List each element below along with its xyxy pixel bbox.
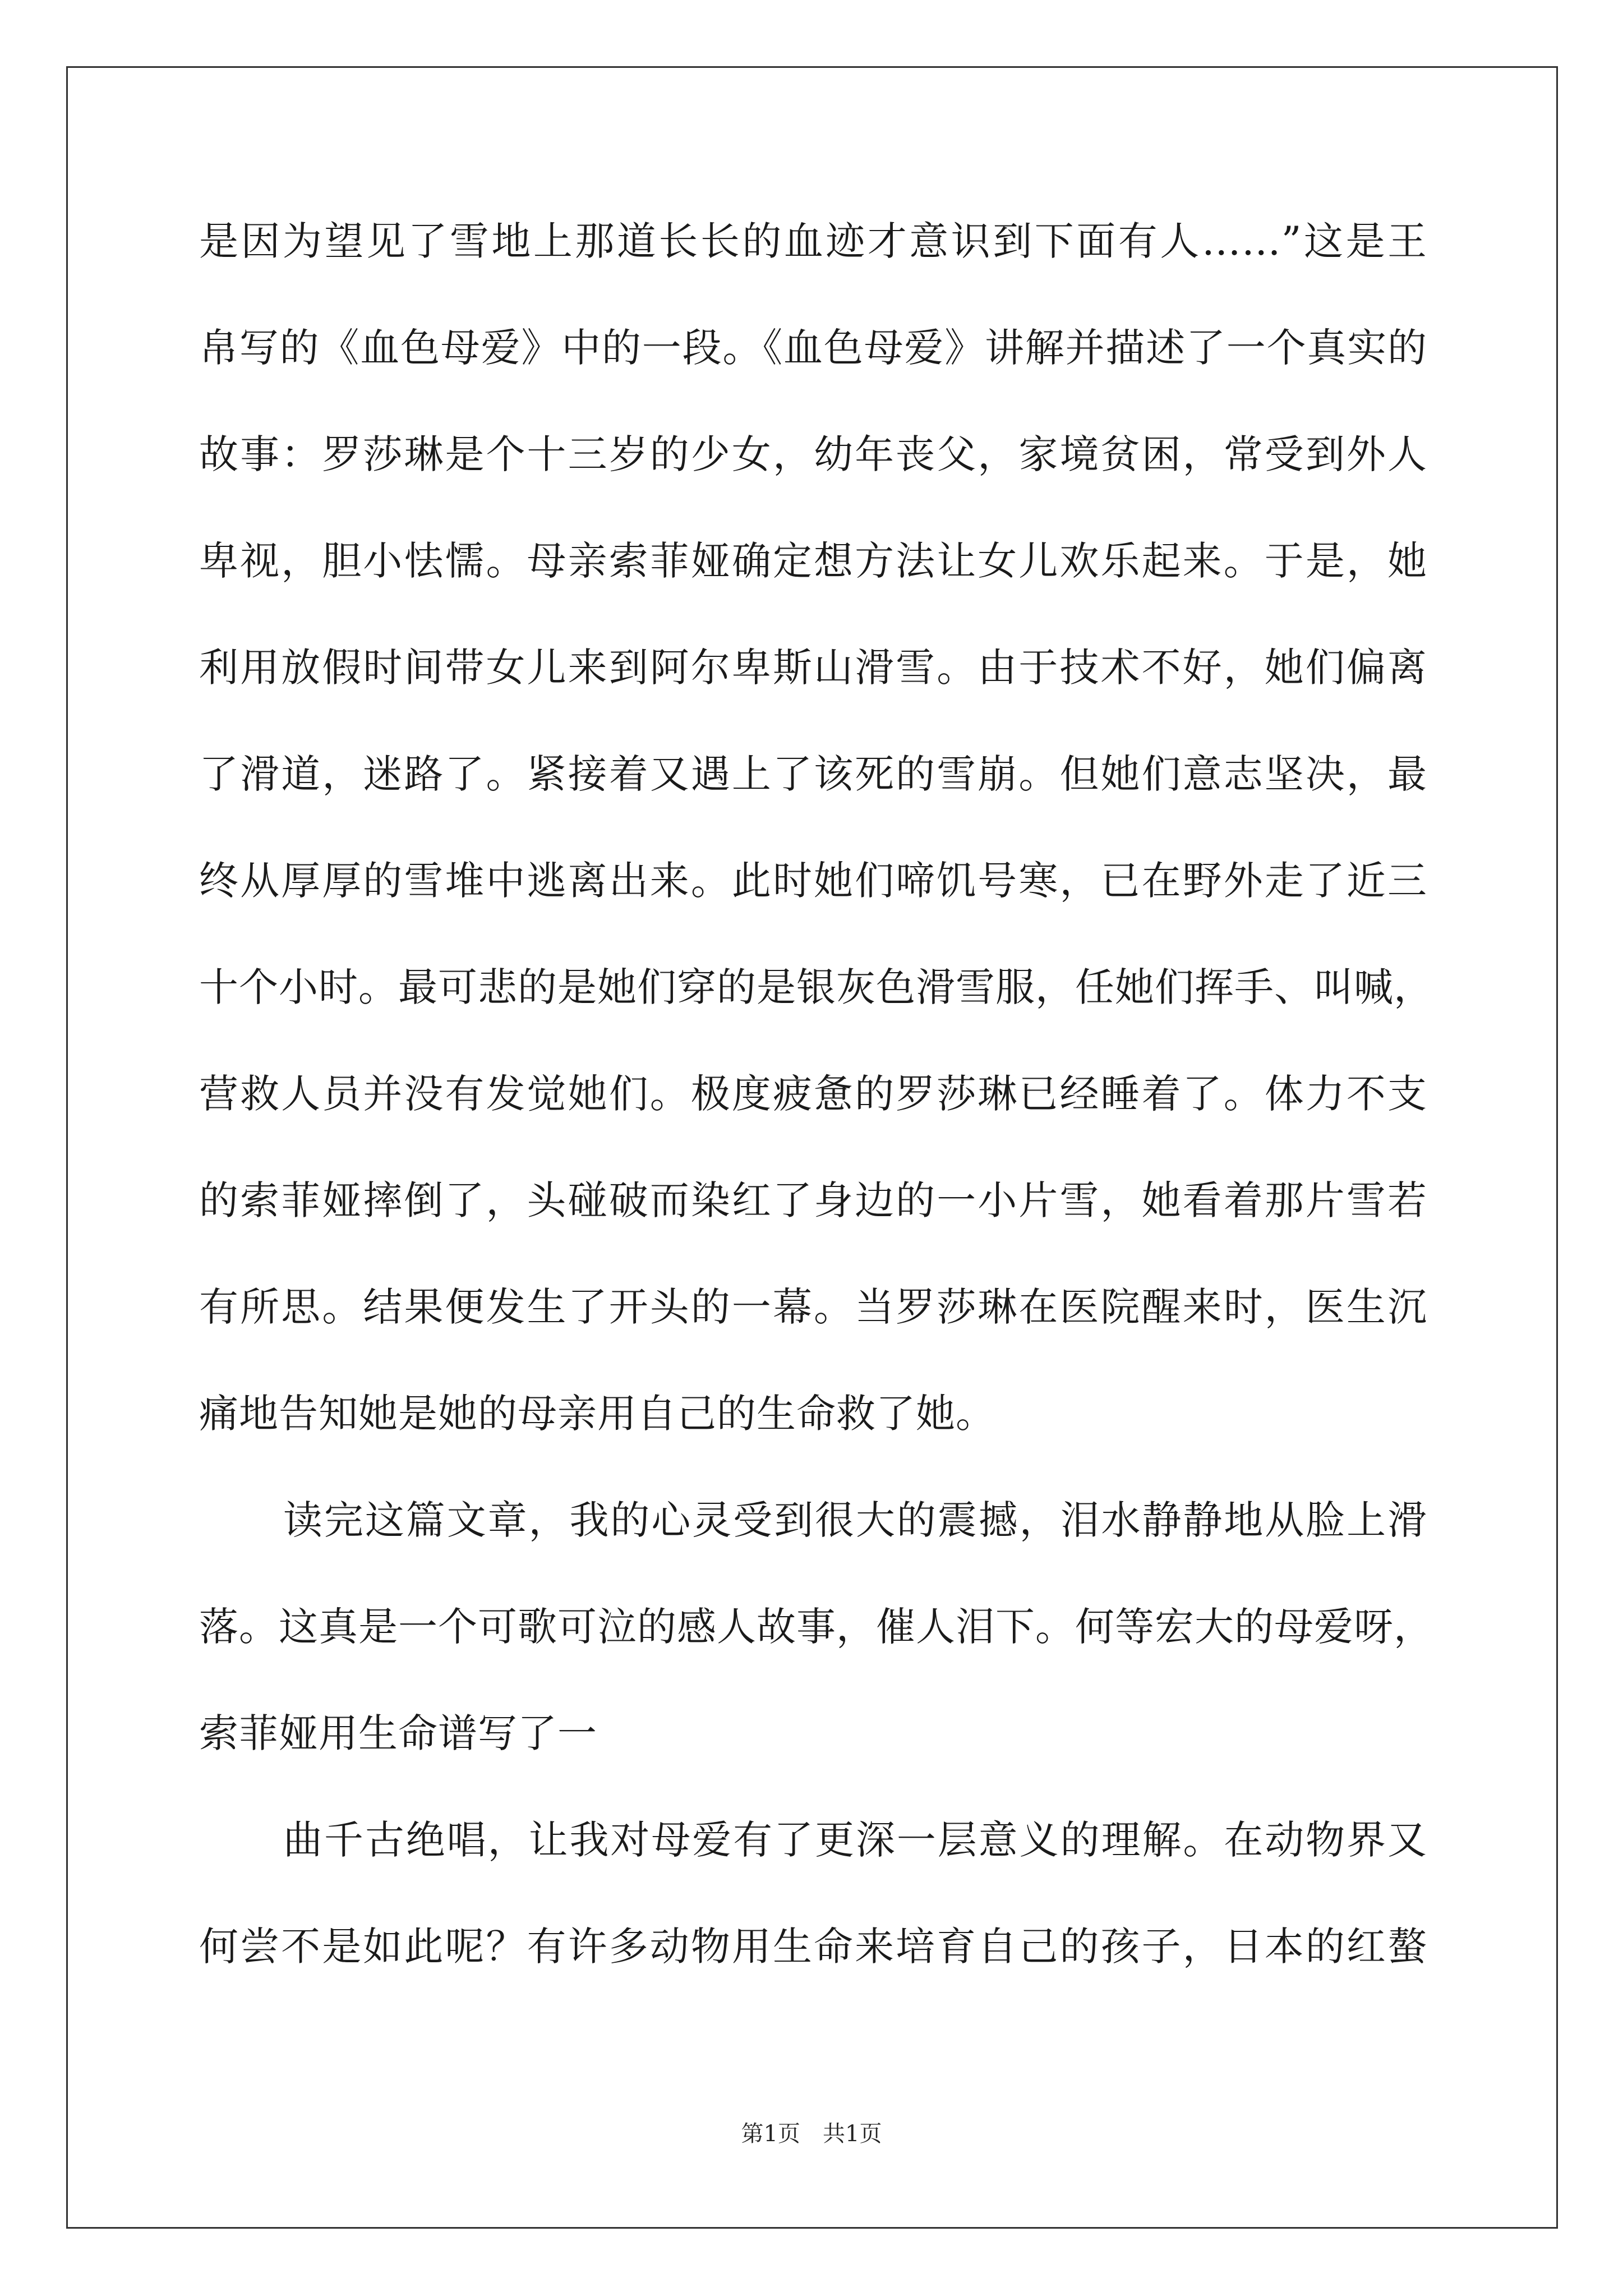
text-line: 何尝不是如此呢？有许多动物用生命来培育自己的孩子，日本的红螯	[199, 1924, 1427, 1970]
text-line: 索菲娅用生命谱写了一	[199, 1710, 597, 1756]
text-line: 落。这真是一个可歌可泣的感人故事，催人泪下。何等宏大的母爱呀，	[199, 1604, 1433, 1650]
text-line: 的索菲娅摔倒了，头碰破而染红了身边的一小片雪，她看着那片雪若	[199, 1177, 1427, 1223]
text-line: 帛写的《血色母爱》中的一段。《血色母爱》讲解并描述了一个真实的	[199, 325, 1427, 371]
paragraph-first-line: 读完这篇文章，我的心灵受到很大的震撼，泪水静静地从脸上滑	[283, 1497, 1427, 1543]
paragraph-first-line: 曲千古绝唱，让我对母爱有了更深一层意义的理解。在动物界又	[283, 1817, 1427, 1863]
text-line: 利用放假时间带女儿来到阿尔卑斯山滑雪。由于技术不好，她们偏离	[199, 645, 1427, 691]
text-line: 有所思。结果便发生了开头的一幕。当罗莎琳在医院醒来时，医生沉	[199, 1284, 1427, 1330]
text-line: 了滑道，迷路了。紧接着又遇上了该死的雪崩。但她们意志坚决，最	[199, 751, 1427, 797]
text-line: 痛地告知她是她的母亲用自己的生命救了她。	[199, 1391, 995, 1437]
text-line: 营救人员并没有发觉她们。极度疲惫的罗莎琳已经睡着了。体力不支	[199, 1071, 1427, 1117]
document-body	[199, 213, 1433, 2025]
text-line: 故事：罗莎琳是个十三岁的少女，幼年丧父，家境贫困，常受到外人	[199, 431, 1427, 477]
text-line: 十个小时。最可悲的是她们穿的是银灰色滑雪服，任她们挥手、叫喊，	[199, 964, 1433, 1010]
text-line: 终从厚厚的雪堆中逃离出来。此时她们啼饥号寒，已在野外走了近三	[199, 858, 1427, 904]
page-number-footer: 第1页 共1页	[741, 2121, 882, 2147]
text-line: 卑视，胆小怯懦。母亲索菲娅确定想方法让女儿欢乐起来。于是，她	[199, 538, 1427, 584]
text-line: 是因为望见了雪地上那道长长的血迹才意识到下面有人……”这是王	[199, 218, 1427, 264]
